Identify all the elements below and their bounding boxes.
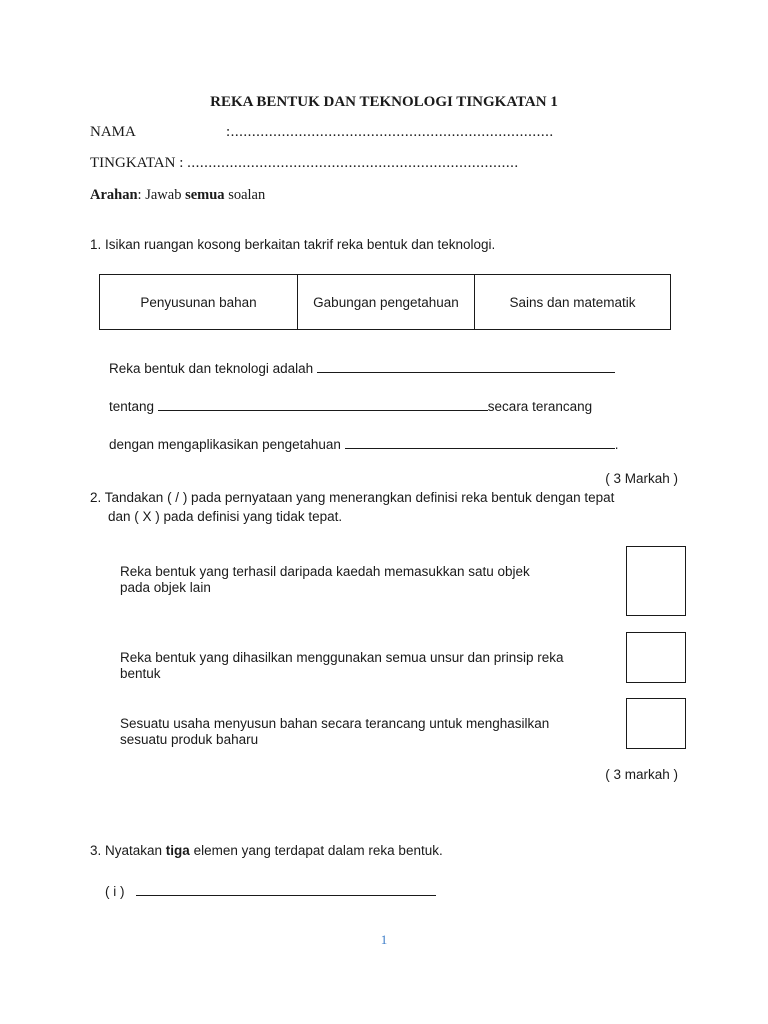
- statement-1: Reka bentuk yang terhasil daripada kaedah memasukkan satu objek pada objek lain: [120, 564, 530, 595]
- statement-2: Reka bentuk yang dihasilkan menggunakan semua unsur dan prinsip reka bentuk: [120, 650, 564, 681]
- q3-text-a: 3. Nyatakan: [90, 843, 166, 858]
- q1-blank-line-2: [109, 396, 592, 414]
- word-bank-cell: Penyusunan bahan: [100, 275, 298, 330]
- q1-marks: ( 3 Markah ): [605, 471, 678, 486]
- q1-blank-line-3: [109, 434, 618, 452]
- tingkatan-row: [90, 155, 519, 172]
- question-2-line-2: dan ( X ) pada definisi yang tidak tepat.: [108, 509, 343, 524]
- answer-blank[interactable]: [345, 434, 615, 449]
- q3-item-1: [105, 881, 436, 899]
- question-1-text: 1. Isikan ruangan kosong berkaitan takrif reka bentuk dan teknologi.: [90, 237, 496, 252]
- q1-line2-text-a: tentang: [109, 399, 158, 414]
- q3-text-b: elemen yang terdapat dalam reka bentuk.: [189, 843, 443, 858]
- q1-line2-text-b: secara terancang: [487, 399, 593, 414]
- arahan-text-1: Jawab: [145, 187, 186, 203]
- nama-fill-line: :............................................................................: [226, 124, 554, 140]
- q1-line3-end: .: [614, 437, 619, 452]
- word-bank-cell: Sains dan matematik: [475, 275, 671, 330]
- arahan-colon: :: [137, 187, 142, 203]
- q1-blank-line-1: [109, 358, 615, 376]
- question-3-text: [90, 843, 443, 858]
- nama-row: [90, 124, 136, 141]
- tingkatan-fill-line: ..............................................................................: [187, 155, 519, 171]
- statement-3: Sesuatu usaha menyusun bahan secara terancang untuk menghasilkan sesuatu produk baharu: [120, 716, 550, 747]
- q3-bold: tiga: [165, 843, 190, 858]
- answer-blank[interactable]: [136, 881, 436, 896]
- page-number: 1: [380, 932, 388, 947]
- answer-box-3[interactable]: [626, 698, 686, 749]
- q1-line3-text: dengan mengaplikasikan pengetahuan: [109, 437, 345, 452]
- q1-line1-text: Reka bentuk dan teknologi adalah: [109, 361, 317, 376]
- q2-marks: ( 3 markah ): [605, 767, 678, 782]
- word-bank-table: [99, 274, 671, 330]
- arahan-text-2: soalan: [224, 187, 266, 203]
- arahan-label: Arahan: [90, 187, 138, 203]
- answer-blank[interactable]: [317, 358, 615, 373]
- arahan-bold: semua: [185, 187, 225, 203]
- worksheet-title: REKA BENTUK DAN TEKNOLOGI TINGKATAN 1: [210, 94, 558, 110]
- tingkatan-label: TINGKATAN :: [90, 155, 184, 171]
- answer-box-1[interactable]: [626, 546, 686, 616]
- nama-label: NAMA: [90, 124, 136, 140]
- answer-blank[interactable]: [158, 396, 488, 411]
- arahan-instruction: [90, 187, 265, 204]
- q3-item1-label: ( i ): [105, 884, 125, 899]
- word-bank-cell: Gabungan pengetahuan: [298, 275, 475, 330]
- question-2-line-1: 2. Tandakan ( / ) pada pernyataan yang menerangkan definisi reka bentuk dengan tepat: [90, 490, 615, 505]
- answer-box-2[interactable]: [626, 632, 686, 683]
